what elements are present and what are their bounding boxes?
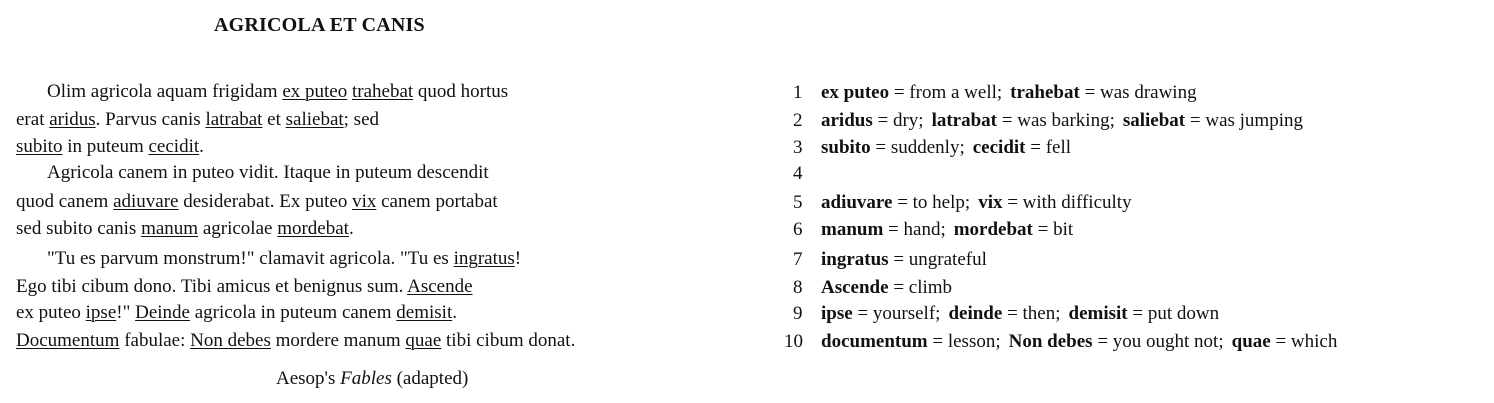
credit-suffix: (adapted): [391, 368, 469, 389]
gloss-definition: = which: [1270, 331, 1338, 352]
passage-text: ex puteo: [16, 302, 86, 323]
glossed-word: vix: [352, 191, 377, 212]
passage-text: fabulae:: [119, 330, 191, 351]
gloss-term: ingratus: [821, 249, 889, 270]
passage-text: mordere manum: [270, 330, 406, 351]
line-number: 6: [793, 219, 803, 240]
line-number: 7: [793, 249, 803, 270]
line-number: 9: [793, 303, 803, 324]
gloss-definition: = fell: [1025, 137, 1072, 158]
glossed-word: latrabat: [205, 109, 263, 130]
gloss-term: demisit: [1068, 303, 1128, 324]
line-number: 1: [793, 82, 803, 103]
passage-text: tibi cibum donat.: [441, 330, 576, 351]
gloss-definition: = was drawing: [1079, 82, 1197, 103]
passage-line: [16, 277, 473, 296]
passage-line: [47, 163, 489, 182]
glossed-word: mordebat: [277, 218, 349, 239]
glossed-word: saliebat: [285, 109, 344, 130]
gloss-definition: = with difficulty: [1002, 192, 1132, 213]
line-number: 2: [793, 110, 803, 131]
gloss-row: [821, 219, 1073, 241]
gloss-row: [821, 249, 987, 271]
passage-text: in puteum: [62, 136, 149, 157]
passage-text: agricolae: [198, 218, 278, 239]
gloss-definition: = lesson;: [927, 331, 1001, 352]
glossed-word: demisit: [396, 302, 453, 323]
passage-text: quod canem: [16, 191, 114, 212]
glossed-word: aridus: [49, 109, 96, 130]
passage-text: erat: [16, 109, 50, 130]
page-title: AGRICOLA ET CANIS: [214, 14, 425, 36]
passage-text: canem portabat: [376, 191, 498, 212]
gloss-term: aridus: [821, 110, 873, 131]
gloss-row: [821, 192, 1132, 214]
passage-line: [47, 249, 521, 268]
credit-title: Fables: [340, 368, 392, 389]
passage-line: [16, 110, 379, 129]
passage-text: . Parvus canis: [95, 109, 206, 130]
glossed-word: adiuvare: [113, 191, 179, 212]
glossed-word: ingratus: [453, 248, 515, 269]
gloss-definition: = bit: [1032, 219, 1074, 240]
gloss-term: cecidit: [972, 137, 1026, 158]
line-number: 10: [784, 331, 803, 352]
glossed-word: Ascende: [407, 276, 473, 297]
passage-text: .: [452, 302, 457, 323]
glossed-word: Deinde: [135, 302, 190, 323]
gloss-definition: = then;: [1002, 303, 1061, 324]
passage-text: .: [348, 218, 354, 239]
glossed-word: ipse: [85, 302, 117, 323]
passage-text: quod hortus: [413, 81, 509, 102]
passage-text: Olim agricola aquam frigidam: [47, 81, 283, 102]
gloss-row: [821, 137, 1071, 159]
gloss-term: ex puteo: [821, 82, 890, 103]
glossed-word: quae: [405, 330, 442, 351]
gloss-row: [821, 303, 1219, 325]
gloss-term: quae: [1231, 331, 1271, 352]
passage-line: [47, 82, 508, 101]
gloss-row: [821, 82, 1197, 104]
gloss-row: [821, 331, 1337, 353]
gloss-term: adiuvare: [821, 192, 893, 213]
gloss-definition: = suddenly;: [870, 137, 965, 158]
passage-line: [16, 137, 204, 156]
gloss-definition: = was barking;: [997, 110, 1115, 131]
glossed-word: Documentum: [16, 330, 120, 351]
gloss-definition: = climb: [888, 277, 953, 298]
gloss-term: Non debes: [1008, 331, 1093, 352]
gloss-row: [821, 110, 1303, 132]
passage-text: ; sed: [343, 109, 380, 130]
passage-text: Ego tibi cibum dono. Tibi amicus et benignus sum.: [16, 276, 408, 297]
gloss-definition: = ungrateful: [888, 249, 987, 270]
gloss-term: vix: [978, 192, 1003, 213]
gloss-term: ipse: [821, 303, 853, 324]
gloss-term: trahebat: [1010, 82, 1080, 103]
passage-line: [16, 303, 457, 322]
gloss-definition: = from a well;: [889, 82, 1003, 103]
glossed-word: cecidit: [148, 136, 200, 157]
passage-text: et: [262, 109, 286, 130]
glossed-word: manum: [141, 218, 199, 239]
gloss-term: manum: [821, 219, 884, 240]
passage-text: desiderabat. Ex puteo: [178, 191, 353, 212]
gloss-term: saliebat: [1122, 110, 1186, 131]
gloss-term: latrabat: [931, 110, 998, 131]
gloss-term: mordebat: [953, 219, 1033, 240]
gloss-definition: = yourself;: [852, 303, 941, 324]
gloss-term: subito: [821, 137, 871, 158]
passage-text: .: [199, 136, 204, 157]
passage-text: Agricola canem in puteo vidit. Itaque in puteum descendit: [47, 162, 489, 183]
gloss-definition: = put down: [1127, 303, 1220, 324]
glossed-word: Non debes: [190, 330, 271, 351]
glossed-word: subito: [16, 136, 63, 157]
gloss-term: documentum: [821, 331, 928, 352]
passage-text: sed subito canis: [16, 218, 142, 239]
credit-prefix: Aesop's: [276, 368, 341, 389]
gloss-definition: = to help;: [892, 192, 971, 213]
passage-text: !": [116, 302, 136, 323]
gloss-definition: = you ought not;: [1092, 331, 1224, 352]
passage-line: [16, 192, 498, 211]
glossed-word: ex puteo: [282, 81, 348, 102]
gloss-definition: = was jumping: [1185, 110, 1303, 131]
line-number: 5: [793, 192, 803, 213]
source-credit: [276, 368, 468, 390]
line-number: 3: [793, 137, 803, 158]
passage-line: [16, 331, 575, 350]
passage-line: [16, 219, 354, 238]
gloss-definition: = dry;: [872, 110, 924, 131]
passage-text: agricola in puteum canem: [189, 302, 397, 323]
line-number: 4: [793, 163, 803, 184]
passage-text: "Tu es parvum monstrum!" clamavit agricola. "Tu es: [47, 248, 454, 269]
gloss-definition: = hand;: [883, 219, 946, 240]
gloss-term: Ascende: [821, 277, 889, 298]
gloss-row: [821, 277, 952, 299]
passage-text: !: [514, 248, 522, 269]
line-number: 8: [793, 277, 803, 298]
glossed-word: trahebat: [351, 81, 414, 102]
gloss-term: deinde: [948, 303, 1003, 324]
